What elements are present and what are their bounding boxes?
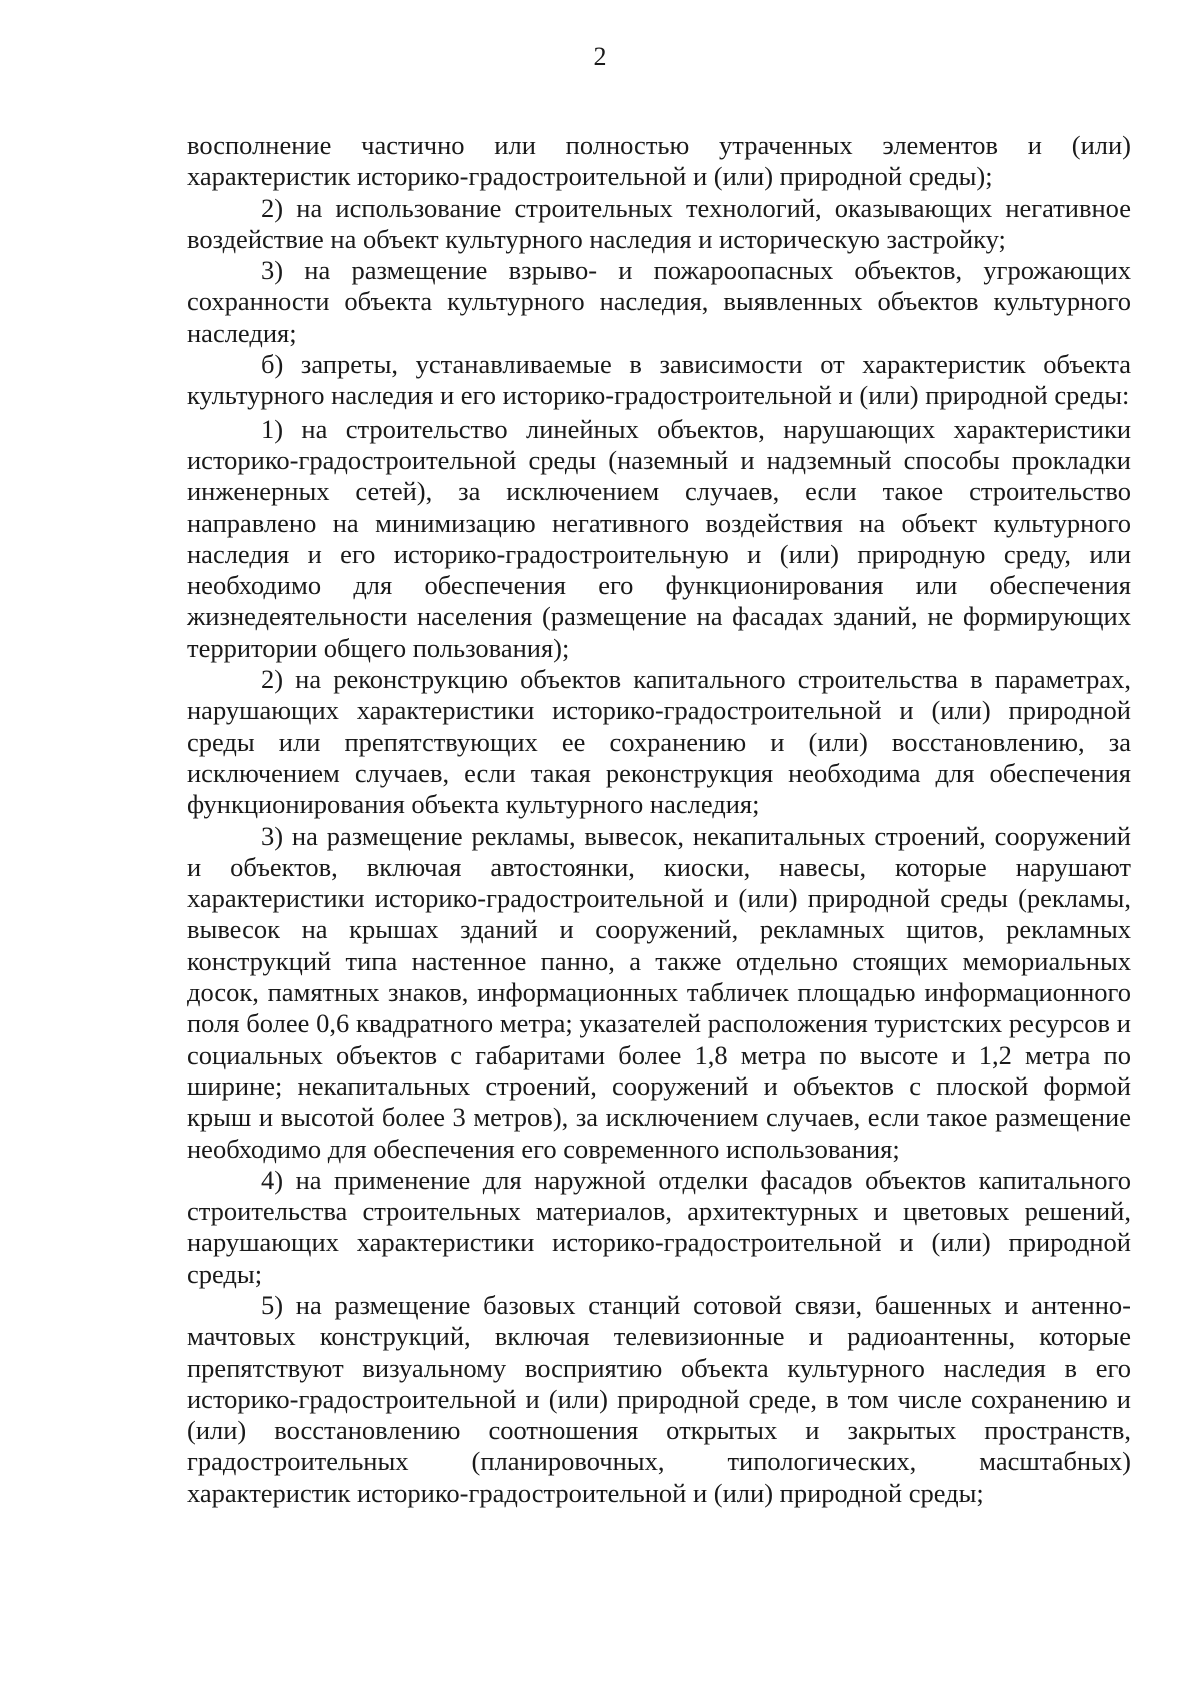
paragraph-item-a2: 2) на использование строительных технологий, оказывающих негативное воздействие на объект культурного наследия и историческую застройку; (187, 192, 1131, 254)
paragraph-item-b5: 5) на размещение базовых станций сотовой связи, башенных и антенно-мачтовых конструкций, включая телевизионные и радиоантенны, которые препятствуют визуальному восприятию объекта культурного наследия в его историко-градостроительной и (или) природной среде, в том числе сохранению и (или) восстановлению соотношения открытых и закрытых пространств, градостроительных (планировочных, типологических, масштабных) характеристик историко-градостроительной и (или) природной среды; (187, 1289, 1131, 1508)
page-number: 2 (593, 42, 607, 71)
paragraph-item-b2: 2) на реконструкцию объектов капитального строительства в параметрах, нарушающих характеристики историко-градостроительной и (или) природной среды или препятствующих ее сохранению и (или) восстановлению, за исключением случаев, если такая реконструкция необходима для обеспечения функционирования объекта культурного наследия; (187, 664, 1131, 820)
paragraph-item-b1: 1) на строительство линейных объектов, нарушающих характеристики историко-градостроительной среды (наземный и надземный способы прокладки инженерных сетей), за исключением случаев, если такое строительство направлено на минимизацию негативного воздействия на объект культурного наследия и его историко-градостроительную и (или) природную среду, или необходимо для обеспечения его функционирования или обеспечения жизнедеятельности населения (размещение на фасадах зданий, не формирующих территории общего пользования); (187, 413, 1131, 663)
paragraph-item-a3: 3) на размещение взрыво- и пожароопасных объектов, угрожающих сохранности объекта культурного наследия, выявленных объектов культурного наследия; (187, 255, 1131, 348)
paragraph-item-b3: 3) на размещение рекламы, вывесок, некапитальных строений, сооружений и объектов, включая автостоянки, киоски, навесы, которые нарушают характеристики историко-градостроительной и (или) природной среды (рекламы, вывесок на крышах зданий и сооружений, рекламных щитов, рекламных конструкций типа настенное панно, а также отдельно стоящих мемориальных досок, памятных знаков, информационных табличек площадью информационного поля более 0,6 квадратного метра; указателей расположения туристских ресурсов и социальных объектов с габаритами более 1,8 метра по высоте и 1,2 метра по ширине; некапитальных строений, сооружений и объектов с плоской формой крыш и высотой более 3 метров), за исключением случаев, если такое размещение необходимо для обеспечения его современного использования; (187, 820, 1131, 1164)
document-body (187, 130, 1131, 1509)
paragraph-item-b4: 4) на применение для наружной отделки фасадов объектов капитального строительства строительных материалов, архитектурных и цветовых решений, нарушающих характеристики историко-градостроительной и (или) природной среды; (187, 1164, 1131, 1289)
paragraph-section-b: б) запреты, устанавливаемые в зависимости от характеристик объекта культурного наследия и его историко-градостроительной и (или) природной среды: (187, 349, 1131, 411)
paragraph-continuation: восполнение частично или полностью утраченных элементов и (или) характеристик историко-градостроительной и (или) природной среды); (187, 130, 1131, 192)
